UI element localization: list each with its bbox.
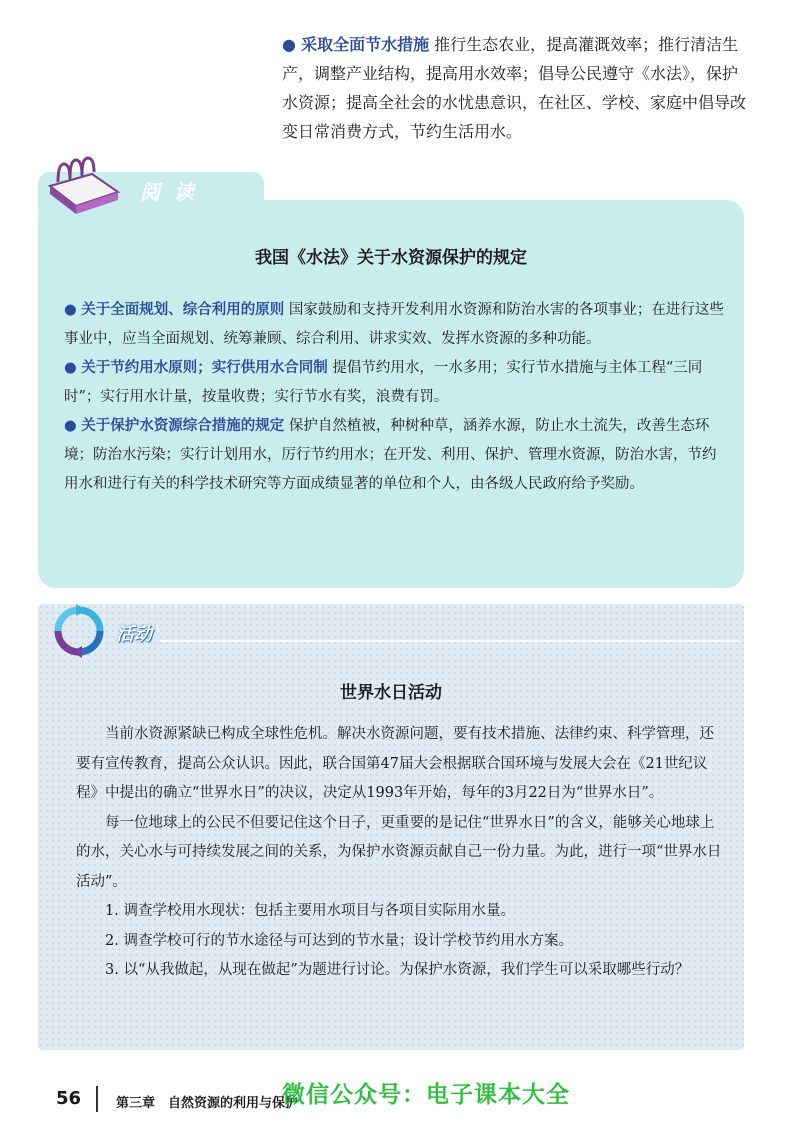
reading-item (64, 354, 724, 412)
activity-task: 2. 调查学校可行的节水途径与可达到的节水量；设计学校节约用水方案。 (105, 932, 573, 949)
activity-body (76, 720, 726, 986)
reading-label: 阅读 (140, 180, 208, 204)
reading-item-text: 保护自然植被，种树种草，涵养水源，防止水土流失，改善生态环境；防治水污染；实行计划用水，厉行节约用水；在开发、利用、保护、管理水资源，防治水害，节约用水和进行有关的科学技术研究等方面成绩显著的单位和个人，由各级人民政府给予奖励。 (64, 418, 717, 492)
bullet-icon: ● (64, 360, 77, 376)
book-icon (44, 152, 124, 218)
cycle-arrows-icon (52, 604, 106, 658)
bullet-icon: ● (64, 418, 77, 434)
reading-item-text: 国家鼓励和支持开发利用水资源和防治水害的各项事业；在进行这些事业中，应当全面规划、统筹兼顾、综合利用、讲求实效、发挥水资源的多种功能。 (64, 302, 724, 347)
chapter-label: 第三章 (116, 1096, 156, 1111)
reading-item-text: 提倡节约用水，一水多用；实行节水措施与主体工程“三同时”；实行用水计量，按量收费；实行节水有奖，浪费有罚。 (64, 360, 703, 405)
top-text: 推行生态农业，提高灌溉效率；推行清洁生产，调整产业结构，提高用水效率；倡导公民遵守《水法》，保护水资源；提高全社会的水忧患意识，在社区、学校、家庭中倡导改变日常消费方式，节约生活用水。 (282, 35, 747, 141)
activity-task: 3. 以“从我做起，从现在做起”为题进行讨论。为保护水资源，我们学生可以采取哪些行动？ (105, 962, 690, 978)
activity-label: 活动 (116, 624, 152, 645)
activity-paragraph: 每一位地球上的公民不但要记住这个日子，更重要的是记住“世界水日”的含义，能够关心地球上的水，关心水与可持续发展之间的关系，为保护水资源贡献自己一份力量。为此，进行一项“世界水日活动”。 (76, 814, 722, 890)
chapter-title: 自然资源的利用与保护 (168, 1096, 299, 1111)
reading-item (64, 296, 724, 354)
bullet-icon: ● (64, 302, 77, 318)
activity-divider (160, 640, 740, 642)
footer-divider (96, 1086, 98, 1112)
activity-title: 世界水日活动 (340, 683, 442, 703)
reading-item (64, 412, 724, 499)
top-heading: 采取全面节水措施 (301, 35, 430, 54)
watermark-text: 微信公众号：电子课本大全 (282, 1082, 570, 1108)
top-paragraph (282, 30, 752, 146)
reading-item-heading: 关于保护水资源综合措施的规定 (81, 418, 285, 434)
reading-item-heading: 关于全面规划、综合利用的原则 (81, 302, 285, 318)
reading-item-heading: 关于节约用水原则；实行供用水合同制 (81, 360, 328, 376)
reading-title: 我国《水法》关于水资源保护的规定 (255, 248, 527, 268)
page-number: 56 (56, 1088, 82, 1109)
activity-paragraph: 当前水资源紧缺已构成全球性危机。解决水资源问题，要有技术措施、法律约束、科学管理，还要有宣传教育，提高公众认识。因此，联合国第47届大会根据联合国环境与发展大会在《21世纪议程》中提出的确立“世界水日”的决议，决定从1993年开始，每年的3月22日为“世界水日”。 (76, 726, 714, 801)
activity-task: 1. 调查学校用水现状：包括主要用水项目与各项目实际用水量。 (105, 903, 515, 919)
reading-body (64, 296, 724, 499)
bullet-icon: ● (282, 35, 296, 54)
